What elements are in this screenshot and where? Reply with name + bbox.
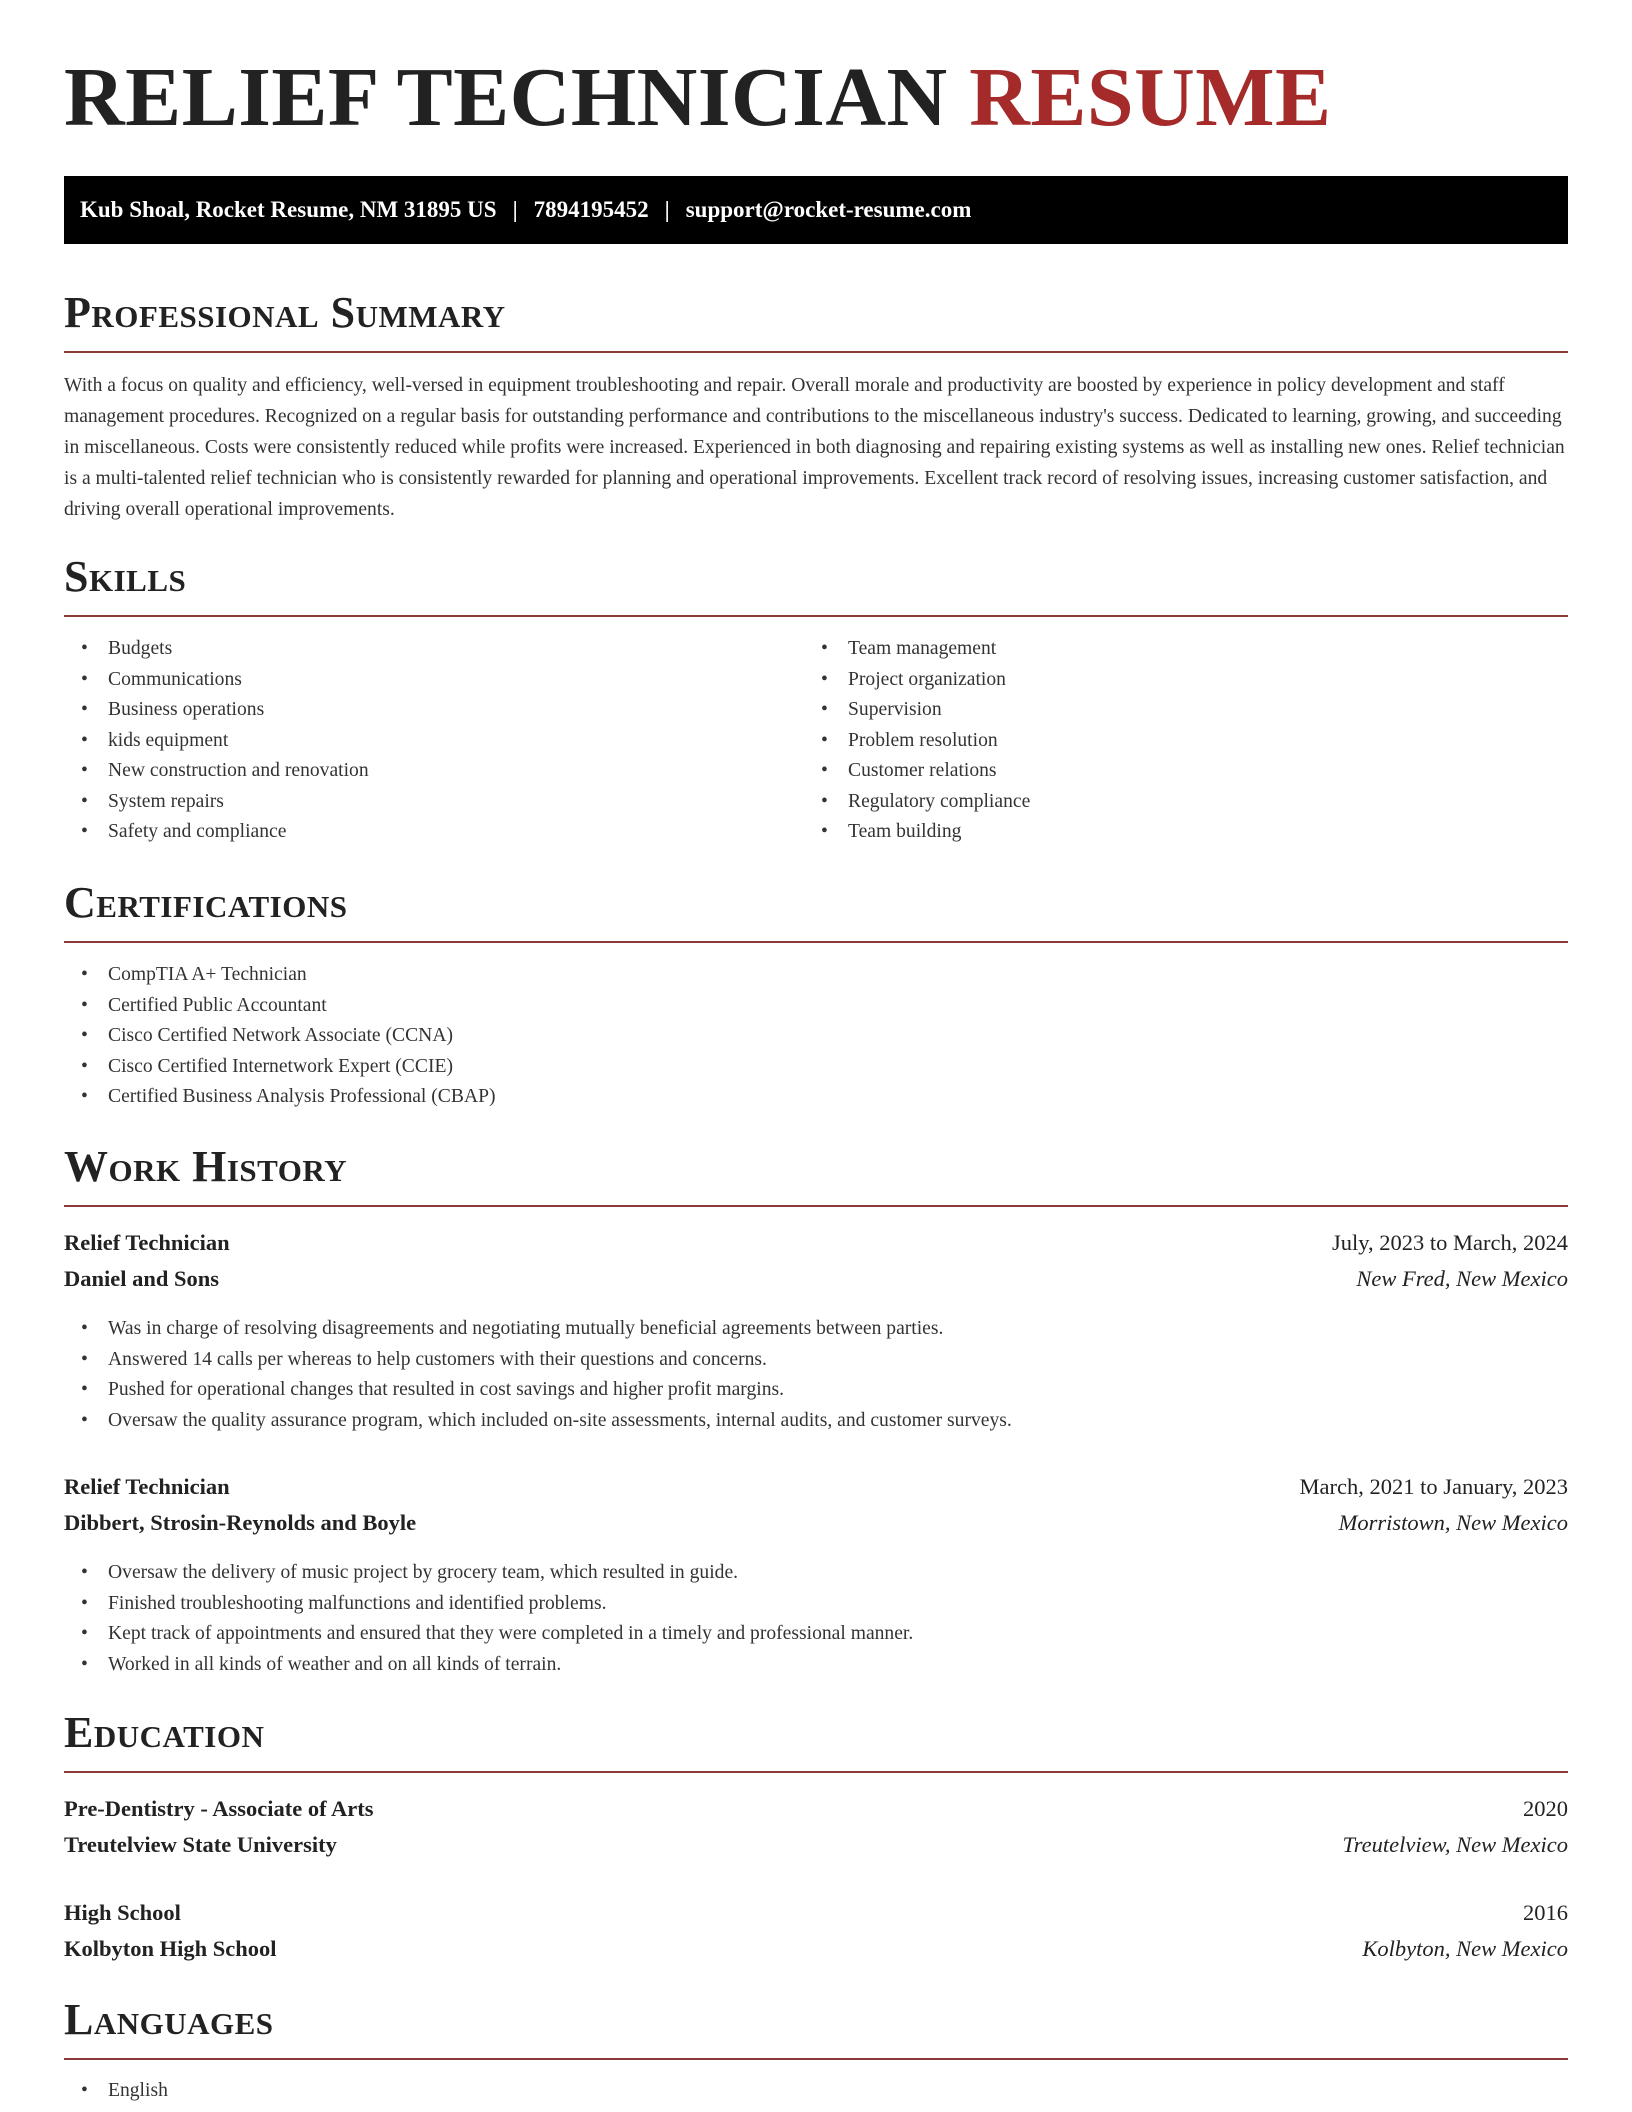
section-divider <box>64 2058 1568 2060</box>
education-location: Kolbyton, New Mexico <box>1362 1936 1568 1961</box>
section-divider <box>64 1771 1568 1773</box>
job-location: New Fred, New Mexico <box>1356 1266 1568 1291</box>
job-location: Morristown, New Mexico <box>1338 1510 1568 1535</box>
education-degree-row <box>64 1902 1568 1925</box>
education-year: 2016 <box>1523 1900 1568 1925</box>
work-heading: Work History <box>64 1142 348 1191</box>
title-accent: RESUME <box>969 51 1332 144</box>
skill-item: • System repairs <box>64 787 369 818</box>
skill-item: • kids equipment <box>64 726 369 757</box>
skill-item: • Business operations <box>64 695 369 726</box>
education-degree: Pre-Dentistry - Associate of Arts <box>64 1796 374 1821</box>
education-school: Treutelview State University <box>64 1832 337 1857</box>
skills-section-header <box>64 552 1568 601</box>
education-school-row <box>64 1834 1568 1857</box>
skill-item: • Communications <box>64 665 369 696</box>
summary-text: With a focus on quality and efficiency, well-versed in equipment troubleshooting and repair. Overall morale and productivity are boosted by experience in policy development and staff management procedures. Recognized on a regular basis for outstanding performance and contributions to the miscellaneous industry's success. Dedicated to learning, growing, and succeeding in miscellaneous. Costs were consistently reduced while profits were increased. Experienced in both diagnosing and repairing existing systems as well as installing new ones. Relief technician is a multi-talented relief technician who is consistently rewarded for planning and operational improvements. Excellent track record of resolving issues, increasing customer satisfaction, and driving overall operational improvements. <box>64 375 1565 520</box>
contact-address: Kub Shoal, Rocket Resume, NM 31895 US <box>80 197 497 222</box>
skill-item: • Problem resolution <box>804 726 1030 757</box>
certifications-heading: Certifications <box>64 878 348 927</box>
job-title-row <box>64 1232 1568 1255</box>
contact-email[interactable]: support@rocket-resume.com <box>685 197 972 222</box>
language-item: • English <box>64 2076 168 2107</box>
summary-heading: Professional Summary <box>64 288 506 337</box>
education-degree: High School <box>64 1900 181 1925</box>
job-duties-list <box>64 1314 1012 1436</box>
certification-item: • Certified Public Accountant <box>64 991 496 1022</box>
skills-heading: Skills <box>64 552 187 601</box>
skill-item: • Budgets <box>64 634 369 665</box>
job-dates: March, 2021 to January, 2023 <box>1299 1474 1568 1499</box>
job-duty: • Oversaw the quality assurance program, which included on-site assessments, internal audits, and customer surveys. <box>64 1406 1012 1437</box>
job-duty: • Was in charge of resolving disagreements and negotiating mutually beneficial agreements between parties. <box>64 1314 1012 1345</box>
section-divider <box>64 615 1568 617</box>
contact-separator: | <box>664 197 670 222</box>
skill-item: • Team management <box>804 634 1030 665</box>
job-title: Relief Technician <box>64 1230 230 1255</box>
job-duty: • Kept track of appointments and ensured that they were completed in a timely and professional manner. <box>64 1619 913 1650</box>
resume-title <box>64 51 1332 144</box>
job-duty: • Worked in all kinds of weather and on all kinds of terrain. <box>64 1650 913 1681</box>
languages-section-header <box>64 1995 1568 2044</box>
contact-bar <box>64 176 1568 244</box>
job-duty: • Finished troubleshooting malfunctions and identified problems. <box>64 1589 913 1620</box>
section-divider <box>64 941 1568 943</box>
job-duty: • Pushed for operational changes that resulted in cost savings and higher profit margins. <box>64 1375 1012 1406</box>
section-divider <box>64 351 1568 353</box>
certifications-list <box>64 960 496 1113</box>
section-divider <box>64 1205 1568 1207</box>
contact-separator: | <box>512 197 518 222</box>
certification-item: • Cisco Certified Network Associate (CCNA) <box>64 1021 496 1052</box>
skills-list-left <box>64 634 369 848</box>
skill-item: • Supervision <box>804 695 1030 726</box>
job-company-row <box>64 1512 1568 1535</box>
certifications-section-header <box>64 878 1568 927</box>
work-section-header <box>64 1142 1568 1191</box>
job-company-row <box>64 1268 1568 1291</box>
title-main: RELIEF TECHNICIAN <box>64 51 948 144</box>
certification-item: • Certified Business Analysis Professional (CBAP) <box>64 1082 496 1113</box>
contact-phone: 7894195452 <box>533 197 649 222</box>
education-section-header <box>64 1708 1568 1757</box>
education-heading: Education <box>64 1708 265 1757</box>
skill-item: • Team building <box>804 817 1030 848</box>
certification-item: • Cisco Certified Internetwork Expert (CCIE) <box>64 1052 496 1083</box>
education-school: Kolbyton High School <box>64 1936 277 1961</box>
education-location: Treutelview, New Mexico <box>1342 1832 1568 1857</box>
skill-item: • Regulatory compliance <box>804 787 1030 818</box>
job-duty: • Oversaw the delivery of music project by grocery team, which resulted in guide. <box>64 1558 913 1589</box>
education-school-row <box>64 1938 1568 1961</box>
skill-item: • Safety and compliance <box>64 817 369 848</box>
languages-heading: Languages <box>64 1995 274 2044</box>
summary-section-header <box>64 288 1568 337</box>
job-title-row <box>64 1476 1568 1499</box>
certification-item: • CompTIA A+ Technician <box>64 960 496 991</box>
languages-list <box>64 2076 168 2107</box>
job-company: Dibbert, Strosin-Reynolds and Boyle <box>64 1510 417 1535</box>
job-dates: July, 2023 to March, 2024 <box>1331 1230 1568 1255</box>
skill-item: • Customer relations <box>804 756 1030 787</box>
skill-item: • Project organization <box>804 665 1030 696</box>
education-year: 2020 <box>1523 1796 1568 1821</box>
job-title: Relief Technician <box>64 1474 230 1499</box>
job-company: Daniel and Sons <box>64 1266 220 1291</box>
job-duties-list <box>64 1558 913 1680</box>
education-degree-row <box>64 1798 1568 1821</box>
skills-list-right <box>804 634 1030 848</box>
skill-item: • New construction and renovation <box>64 756 369 787</box>
job-duty: • Answered 14 calls per whereas to help customers with their questions and concerns. <box>64 1345 1012 1376</box>
